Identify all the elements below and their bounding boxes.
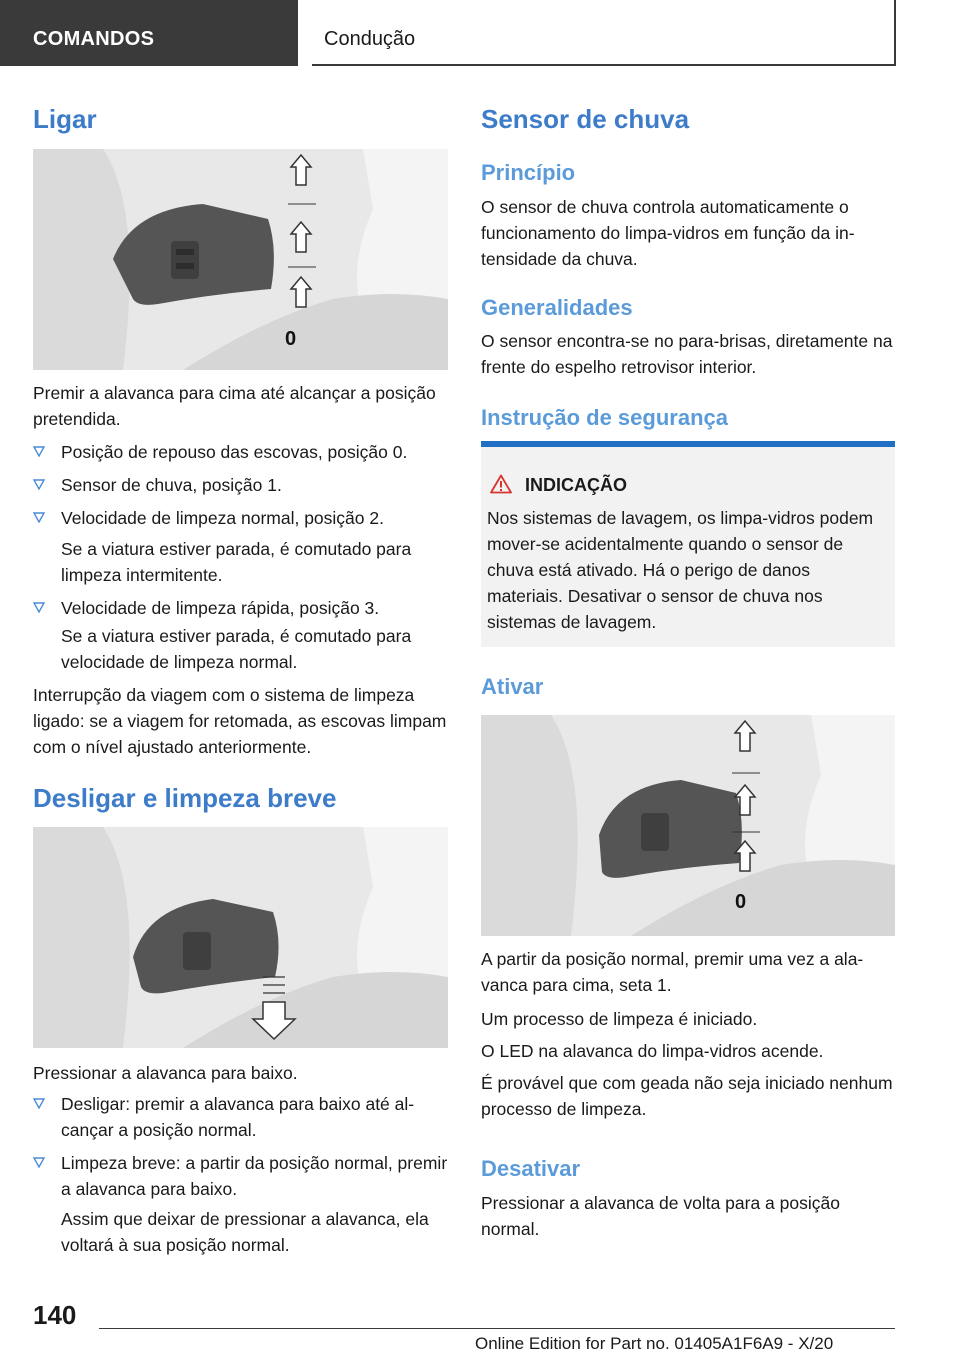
generalidades-text: O sensor encontra-se no para-brisas, diretamente na frente do espelho retrovisor interior. xyxy=(481,331,893,377)
desligar-intro: Pressionar a alavanca para baixo. xyxy=(33,1063,298,1083)
ligar-intro: Premir a alavanca para cima até alcançar a posição pretendida. xyxy=(33,383,436,429)
figure-lever-down xyxy=(33,827,448,1048)
ativar-text-4: É provável que com geada não seja iniciado nenhum processo de limpeza. xyxy=(481,1073,893,1119)
list-item: Velocidade de limpeza normal, posição 2. xyxy=(33,505,448,531)
figure-lever-up xyxy=(33,149,448,370)
list-item: Velocidade de limpeza rápida, posição 3. xyxy=(33,595,448,621)
safety-notice xyxy=(481,441,895,647)
ligar-outro: Interrupção da viagem com o sistema de limpeza ligado: se a viagem for retomada, as escovas limpam com o nível ajustado anteriormente. xyxy=(33,685,447,757)
ativar-text-3: O LED na alavanca do limpa-vidros acende. xyxy=(481,1041,824,1061)
heading-ativar: Ativar xyxy=(481,674,544,699)
notice-title: INDICAÇÃO xyxy=(525,475,627,495)
list-item: Desligar: premir a alavanca para baixo até alcançar a posição normal. xyxy=(33,1091,448,1143)
notice-text: Nos sistemas de lavagem, os limpa-vidros podem mover-se acidentalmente quando o sensor de chuva está ativado. Há o perigo de danos materiais. Desativar o sensor de chuva nos sistemas de lavagem. xyxy=(487,508,874,632)
heading-desligar: Desligar e limpeza breve xyxy=(33,783,337,813)
list-item: Posição de repouso das escovas, posição 0. xyxy=(33,439,448,465)
figure-lever-activate xyxy=(481,715,895,936)
list-item-note: Se a viatura estiver parada, é comutado para limpeza intermitente. xyxy=(61,539,412,585)
triangle-bullet-icon xyxy=(33,1098,45,1109)
footer-divider xyxy=(99,1328,895,1329)
ativar-text-1: A partir da posição normal, premir uma vez a alavanca para cima, seta 1. xyxy=(481,949,864,995)
ativar-text-2: Um processo de limpeza é iniciado. xyxy=(481,1009,758,1029)
heading-ligar: Ligar xyxy=(33,104,97,134)
chapter-label: Condução xyxy=(324,28,416,50)
triangle-bullet-icon xyxy=(33,446,45,457)
list-item: Sensor de chuva, posição 1. xyxy=(33,472,448,498)
list-item-note: Assim que deixar de pressionar a alavanca, ela voltará à sua posição normal. xyxy=(61,1209,429,1255)
triangle-bullet-icon xyxy=(33,1157,45,1168)
principio-text: O sensor de chuva controla automaticamente o funcionamento do limpa-vidros em função da intensidade da chuva. xyxy=(481,197,855,269)
page-number: 140 xyxy=(33,1300,77,1330)
list-item-note: Se a viatura estiver parada, é comutado para velocidade de limpeza normal. xyxy=(61,626,412,672)
triangle-bullet-icon xyxy=(33,512,45,523)
triangle-bullet-icon xyxy=(33,479,45,490)
chapter-header xyxy=(312,0,896,66)
section-label: COMANDOS xyxy=(33,28,155,50)
edition-footer: Online Edition for Part no. 01405A1F6A9 - X/20 xyxy=(475,1334,834,1353)
desativar-text: Pressionar a alavanca de volta para a posição normal. xyxy=(481,1193,840,1239)
heading-desativar: Desativar xyxy=(481,1156,581,1181)
triangle-bullet-icon xyxy=(33,602,45,613)
heading-generalidades: Generalidades xyxy=(481,295,633,320)
heading-sensor-chuva: Sensor de chuva xyxy=(481,104,690,134)
list-item: Limpeza breve: a partir da posição normal, premir a alavanca para baixo. xyxy=(33,1150,448,1202)
warning-icon xyxy=(490,474,512,494)
section-tab xyxy=(0,0,298,66)
heading-seguranca: Instrução de segurança xyxy=(481,405,728,430)
figure-label-0: 0 xyxy=(285,328,297,350)
heading-principio: Princípio xyxy=(481,160,576,185)
figure-label-0: 0 xyxy=(735,891,747,913)
